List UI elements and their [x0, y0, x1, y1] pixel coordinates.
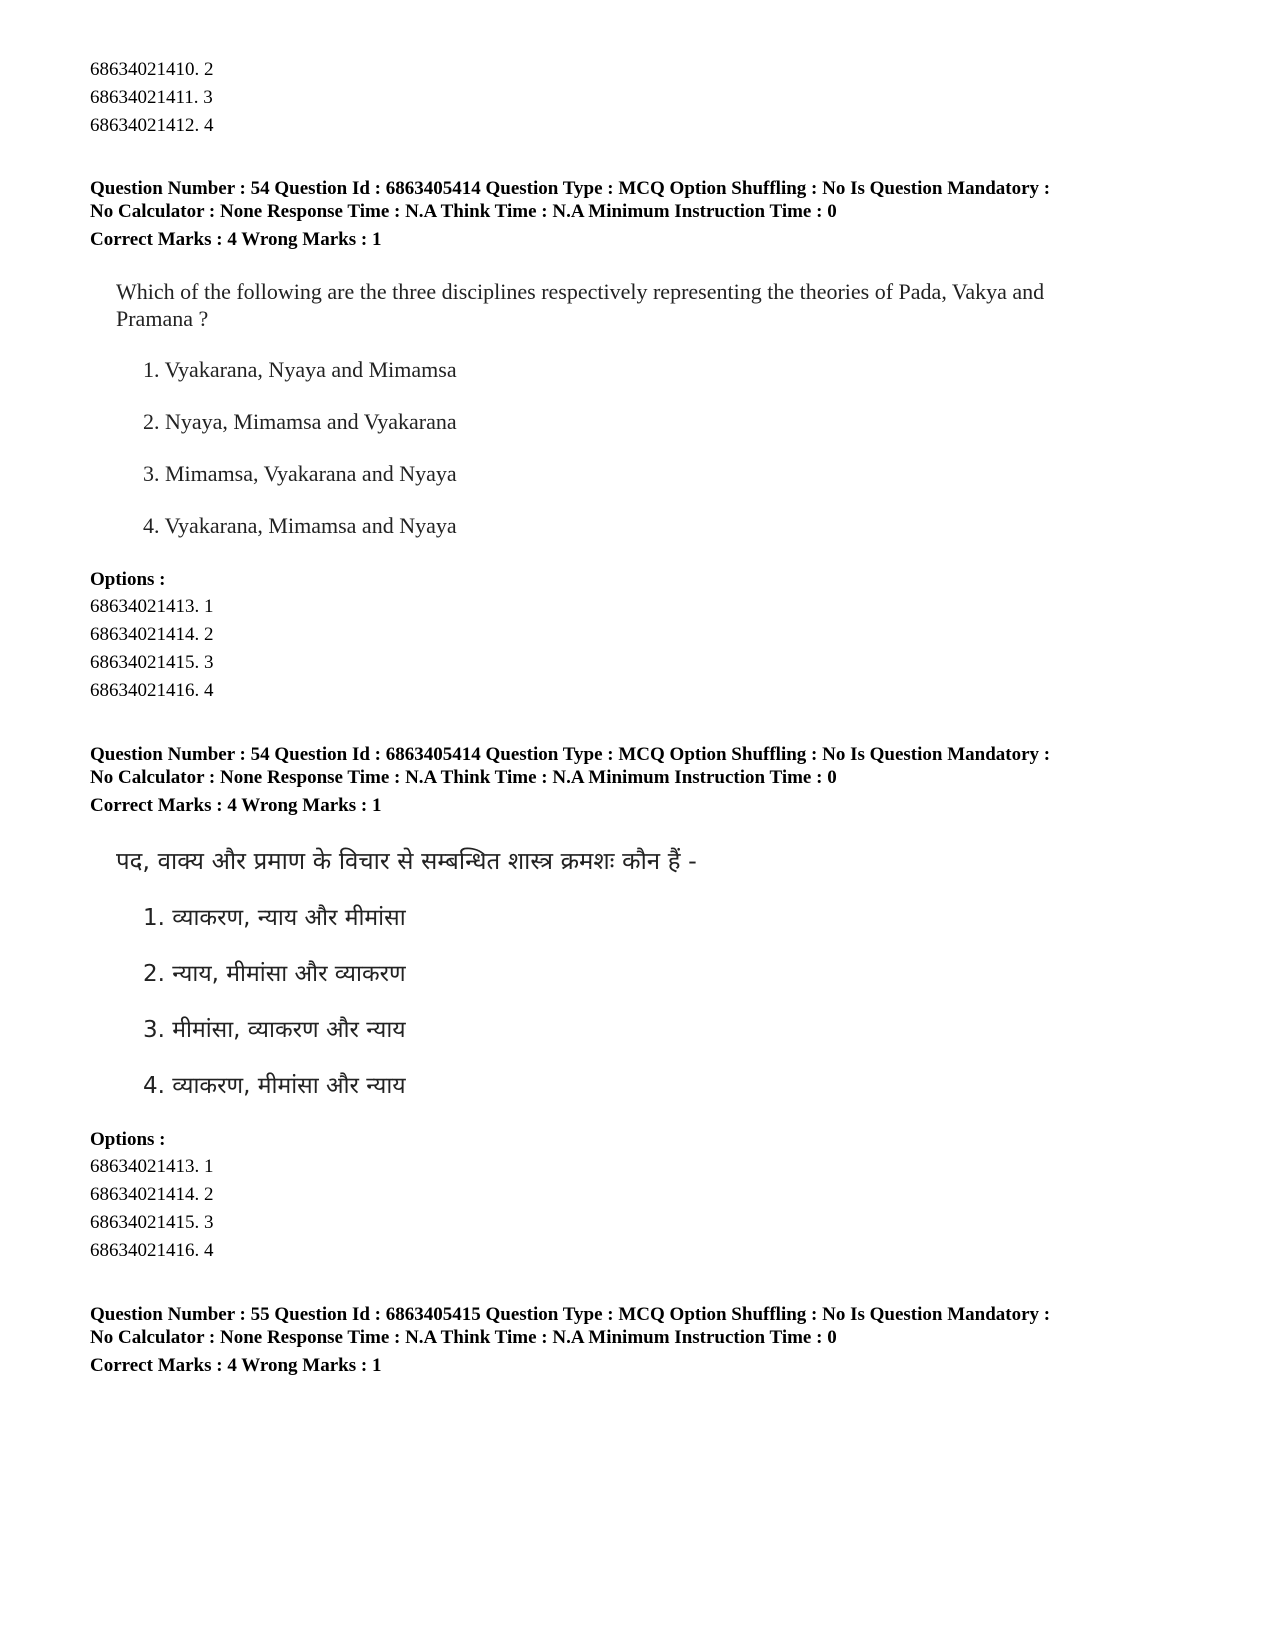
question-marks: Correct Marks : 4 Wrong Marks : 1: [90, 795, 382, 816]
answer-choice-4: 4. व्याकरण, मीमांसा और न्याय: [143, 1073, 406, 1099]
options-label: Options :: [90, 569, 166, 590]
option-item: 68634021413. 1: [90, 1156, 214, 1177]
answer-choice-1: 1. Vyakarana, Nyaya and Mimamsa: [143, 357, 457, 382]
question-header-line2: No Calculator : None Response Time : N.A Think Time : N.A Minimum Instruction Time : 0: [90, 201, 837, 222]
answer-choice-2: 2. Nyaya, Mimamsa and Vyakarana: [143, 409, 457, 434]
question-header-line1: Question Number : 55 Question Id : 6863405415 Question Type : MCQ Option Shuffling : No Is Question Mandatory :: [90, 1304, 1051, 1325]
answer-choice-4: 4. Vyakarana, Mimamsa and Nyaya: [143, 513, 457, 538]
option-item: 68634021415. 3: [90, 652, 214, 673]
question-header-line2: No Calculator : None Response Time : N.A Think Time : N.A Minimum Instruction Time : 0: [90, 1327, 837, 1348]
question-marks: Correct Marks : 4 Wrong Marks : 1: [90, 1355, 382, 1376]
option-item: 68634021416. 4: [90, 1240, 214, 1261]
question-marks: Correct Marks : 4 Wrong Marks : 1: [90, 229, 382, 250]
question-text-line1: पद, वाक्य और प्रमाण के विचार से सम्बन्धित शास्त्र क्रमशः कौन हैं -: [116, 847, 697, 875]
option-item: 68634021414. 2: [90, 624, 214, 645]
question-text-line2: Pramana ?: [116, 306, 209, 331]
option-item: 68634021413. 1: [90, 596, 214, 617]
answer-choice-3: 3. Mimamsa, Vyakarana and Nyaya: [143, 461, 457, 486]
option-item: 68634021415. 3: [90, 1212, 214, 1233]
option-item: 68634021412. 4: [90, 115, 214, 136]
answer-choice-1: 1. व्याकरण, न्याय और मीमांसा: [143, 905, 406, 931]
option-item: 68634021414. 2: [90, 1184, 214, 1205]
option-item: 68634021410. 2: [90, 59, 214, 80]
answer-choice-3: 3. मीमांसा, व्याकरण और न्याय: [143, 1017, 406, 1043]
answer-choice-2: 2. न्याय, मीमांसा और व्याकरण: [143, 961, 406, 987]
question-header-line2: No Calculator : None Response Time : N.A Think Time : N.A Minimum Instruction Time : 0: [90, 767, 837, 788]
option-item: 68634021411. 3: [90, 87, 213, 108]
question-header-line1: Question Number : 54 Question Id : 6863405414 Question Type : MCQ Option Shuffling : No Is Question Mandatory :: [90, 178, 1051, 199]
option-item: 68634021416. 4: [90, 680, 214, 701]
options-label: Options :: [90, 1129, 166, 1150]
question-header-line1: Question Number : 54 Question Id : 6863405414 Question Type : MCQ Option Shuffling : No Is Question Mandatory :: [90, 744, 1051, 765]
question-text-line1: Which of the following are the three disciplines respectively representing the theories of Pada, Vakya and: [116, 279, 1045, 304]
